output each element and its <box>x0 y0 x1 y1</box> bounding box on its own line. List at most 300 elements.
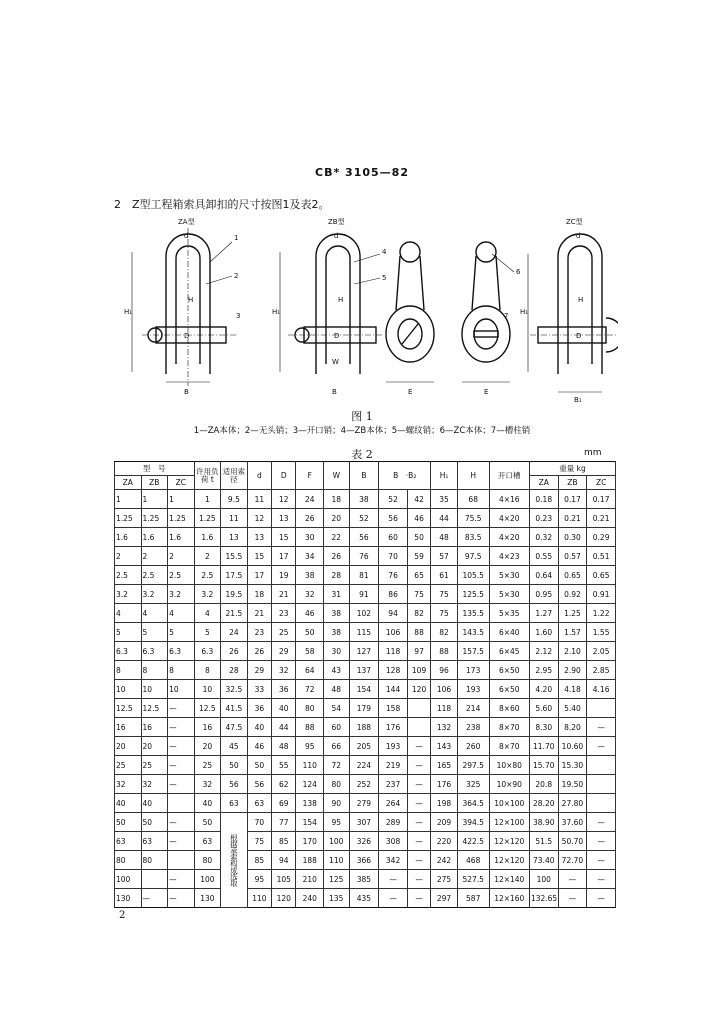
table-cell: 26 <box>247 642 271 661</box>
table-cell: 143 <box>431 737 458 756</box>
table-row <box>115 642 616 661</box>
table-cell: 43 <box>324 661 349 680</box>
table-cell: 0.65 <box>587 566 616 585</box>
table-cell: 224 <box>349 756 379 775</box>
table-cell: 10×80 <box>489 756 529 775</box>
header-model-zb: ZB <box>141 476 168 490</box>
table-cell: 65 <box>407 566 430 585</box>
table-cell <box>141 870 168 889</box>
table-cell: 138 <box>296 794 324 813</box>
table-cell: 2.05 <box>587 642 616 661</box>
table-cell: 94 <box>379 604 408 623</box>
zb-h1-label: H₁ <box>272 308 281 316</box>
table-cell: 46 <box>247 737 271 756</box>
table-cell: 73.40 <box>529 851 558 870</box>
table-cell: 137 <box>349 661 379 680</box>
table-cell: 95 <box>296 737 324 756</box>
zb-h-label: H <box>338 296 344 304</box>
table-cell: 34 <box>296 547 324 566</box>
table-cell: 3.2 <box>194 585 221 604</box>
figure-legend: 1—ZA本体；2—无头销；3—开口销；4—ZB本体；5—螺纹销；6—ZC本体；7—槽柱销 <box>193 426 531 436</box>
table-cell: 135 <box>324 889 349 908</box>
table-cell: 11 <box>221 509 248 528</box>
table-row <box>115 775 616 794</box>
table-cell: 38 <box>324 623 349 642</box>
za-small-d-label: d <box>184 232 189 240</box>
table-cell: 0.21 <box>587 509 616 528</box>
shackle-drawings-svg <box>118 214 618 404</box>
table-row <box>115 699 616 718</box>
table-cell: 238 <box>457 718 489 737</box>
table-cell: 193 <box>457 680 489 699</box>
table-cell: 5×30 <box>489 585 529 604</box>
table-cell: — <box>587 889 616 908</box>
table-cell: 125 <box>324 870 349 889</box>
table-cell: 2.5 <box>115 566 142 585</box>
table-cell: 1.57 <box>558 623 587 642</box>
table-cell: 47.5 <box>221 718 248 737</box>
table-cell: — <box>407 813 430 832</box>
table-cell: 5.60 <box>529 699 558 718</box>
zb-label: ZB型 <box>328 218 345 226</box>
table-cell: 8 <box>168 661 195 680</box>
table-cell: — <box>587 832 616 851</box>
table-cell: 20.8 <box>529 775 558 794</box>
table-cell: 0.32 <box>529 528 558 547</box>
table-cell: 118 <box>379 642 408 661</box>
table-cell: 144 <box>379 680 408 699</box>
table-cell: 110 <box>296 756 324 775</box>
table-cell: — <box>168 718 195 737</box>
table-cell: 1 <box>115 490 142 509</box>
table-cell: 52 <box>379 490 408 509</box>
za-b-label: B <box>184 388 189 396</box>
table-cell: 198 <box>431 794 458 813</box>
table-row <box>115 756 616 775</box>
table-cell: 10 <box>141 680 168 699</box>
table-cell: — <box>558 870 587 889</box>
table-cell: 23 <box>247 623 271 642</box>
table-cell: 9.5 <box>221 490 248 509</box>
table-cell: 12×140 <box>489 870 529 889</box>
callout-2: 2 <box>234 272 239 280</box>
table-cell: 2 <box>141 547 168 566</box>
table-cell: 62 <box>272 775 296 794</box>
table-cell: 25 <box>272 623 296 642</box>
table-cell: 307 <box>349 813 379 832</box>
table-cell: 10.60 <box>558 737 587 756</box>
table-cell: 100 <box>194 870 221 889</box>
table-cell <box>407 699 430 718</box>
table-cell: 20 <box>194 737 221 756</box>
table-cell: 24 <box>296 490 324 509</box>
table-cell: 82 <box>431 623 458 642</box>
table-cell: 124 <box>296 775 324 794</box>
table-cell: 81 <box>349 566 379 585</box>
table-cell: 35 <box>431 490 458 509</box>
table-cell: 1.25 <box>558 604 587 623</box>
header-d: d <box>247 462 271 490</box>
table-cell: 82 <box>407 604 430 623</box>
table-cell: 366 <box>349 851 379 870</box>
table-cell: 11 <box>247 490 271 509</box>
table-cell: 527.5 <box>457 870 489 889</box>
table-cell: 4 <box>194 604 221 623</box>
table-cell: 22 <box>324 528 349 547</box>
table-cell: 46 <box>296 604 324 623</box>
table-cell: — <box>379 870 408 889</box>
dimension-table <box>114 461 616 908</box>
table-cell: 15.70 <box>529 756 558 775</box>
table-cell: 10×100 <box>489 794 529 813</box>
table-cell: 289 <box>379 813 408 832</box>
table-cell: 8.20 <box>558 718 587 737</box>
header-weight-zc: ZC <box>587 476 616 490</box>
table-cell: — <box>168 813 195 832</box>
table-cell: 3.2 <box>168 585 195 604</box>
table-cell: — <box>587 813 616 832</box>
table-cell: 25 <box>141 756 168 775</box>
table-cell: 19 <box>272 566 296 585</box>
table-cell: 55 <box>272 756 296 775</box>
table-cell: 1.25 <box>141 509 168 528</box>
table-cell: 2 <box>168 547 195 566</box>
table-cell: — <box>587 851 616 870</box>
callout-6: 6 <box>516 268 521 276</box>
figure-1-drawings <box>118 214 618 404</box>
table-cell: — <box>407 794 430 813</box>
table-cell: 29 <box>272 642 296 661</box>
table-cell: 50 <box>407 528 430 547</box>
table-cell: 2.10 <box>558 642 587 661</box>
table-cell: 15.5 <box>221 547 248 566</box>
table-cell: 32 <box>141 775 168 794</box>
table-cell: 50 <box>221 756 248 775</box>
table-cell: 132 <box>431 718 458 737</box>
table-cell: 50 <box>247 756 271 775</box>
table-cell: 38 <box>296 566 324 585</box>
table-cell: 21.5 <box>221 604 248 623</box>
zc-h-label: H <box>578 296 584 304</box>
table-cell: 30 <box>324 642 349 661</box>
table-cell: 240 <box>296 889 324 908</box>
page-number: 2 <box>119 910 126 921</box>
table-cell: 56 <box>379 509 408 528</box>
table-cell: 4×23 <box>489 547 529 566</box>
zc-h1-label: H₁ <box>520 308 529 316</box>
table-cell: 10 <box>194 680 221 699</box>
table-cell: 32 <box>296 585 324 604</box>
table-cell: 4×20 <box>489 509 529 528</box>
table-cell: 4.16 <box>587 680 616 699</box>
table-cell: 1.55 <box>587 623 616 642</box>
table-cell: 63 <box>194 832 221 851</box>
table-cell: — <box>407 737 430 756</box>
table-cell: 308 <box>379 832 408 851</box>
table-cell: 15 <box>272 528 296 547</box>
table-row <box>115 547 616 566</box>
table-cell: 36 <box>272 680 296 699</box>
table-cell: 15.30 <box>558 756 587 775</box>
table-cell: 210 <box>296 870 324 889</box>
table-cell: 12.5 <box>194 699 221 718</box>
table-cell: 8 <box>141 661 168 680</box>
table-cell: — <box>407 832 430 851</box>
table-cell: 21 <box>247 604 271 623</box>
table-cell: 1.6 <box>141 528 168 547</box>
table-cell: 1 <box>168 490 195 509</box>
zb-b-label: B <box>332 388 337 396</box>
table-cell <box>587 699 616 718</box>
table-cell: 45 <box>221 737 248 756</box>
table-cell: 120 <box>272 889 296 908</box>
table-cell: 63 <box>141 832 168 851</box>
table-cell: 69 <box>272 794 296 813</box>
table-cell: 10 <box>168 680 195 699</box>
table-cell: 118 <box>431 699 458 718</box>
table-cell: 56 <box>221 775 248 794</box>
table-cell: 109 <box>407 661 430 680</box>
table-cell: 100 <box>115 870 142 889</box>
table-cell: 19.5 <box>221 585 248 604</box>
table-cell: 51.5 <box>529 832 558 851</box>
table-row <box>115 490 616 509</box>
table-cell: 157.5 <box>457 642 489 661</box>
table-cell: 394.5 <box>457 813 489 832</box>
zb-shackle-drawing <box>280 234 387 374</box>
table-cell: 105 <box>272 870 296 889</box>
table-cell: 1.6 <box>115 528 142 547</box>
table-cell: 63 <box>221 794 248 813</box>
table-cell: 1.60 <box>529 623 558 642</box>
table-cell: 28 <box>221 661 248 680</box>
table-cell: 30 <box>296 528 324 547</box>
table-cell: 28.20 <box>529 794 558 813</box>
table-cell: — <box>587 870 616 889</box>
table-cell <box>587 794 616 813</box>
table-cell: 38.90 <box>529 813 558 832</box>
table-cell: 4 <box>168 604 195 623</box>
table-row <box>115 509 616 528</box>
table-cell: 16 <box>141 718 168 737</box>
table-row <box>115 566 616 585</box>
table-cell: 100 <box>529 870 558 889</box>
table-cell: 1.22 <box>587 604 616 623</box>
table-cell: 13 <box>221 528 248 547</box>
table-cell: 8×60 <box>489 699 529 718</box>
table-cell: 28 <box>324 566 349 585</box>
za-h-label: H <box>188 296 194 304</box>
table-cell: 24 <box>221 623 248 642</box>
table-cell: 102 <box>349 604 379 623</box>
table-cell: 173 <box>457 661 489 680</box>
table-cell: 110 <box>324 851 349 870</box>
table-cell: 242 <box>431 851 458 870</box>
table-cell: 130 <box>115 889 142 908</box>
table-cell <box>168 794 195 813</box>
table-cell: 364.5 <box>457 794 489 813</box>
zb-d-label: D <box>334 332 340 340</box>
table-cell: 158 <box>379 699 408 718</box>
table-cell: 0.17 <box>587 490 616 509</box>
table-cell: 86 <box>379 585 408 604</box>
table-cell: 1.25 <box>194 509 221 528</box>
table-cell: 0.65 <box>558 566 587 585</box>
figure-title: 图 1 <box>351 410 373 423</box>
table-cell: 297 <box>431 889 458 908</box>
table-cell: 326 <box>349 832 379 851</box>
table-cell: 8 <box>115 661 142 680</box>
table-cell: 6.3 <box>141 642 168 661</box>
table-cell: — <box>407 756 430 775</box>
table-cell: — <box>407 889 430 908</box>
table-cell: 95 <box>247 870 271 889</box>
table-cell: 1.25 <box>168 509 195 528</box>
table-cell: 56 <box>247 775 271 794</box>
table-cell: 2.5 <box>141 566 168 585</box>
table-cell: 2.85 <box>587 661 616 680</box>
table-cell: 6×50 <box>489 680 529 699</box>
table-cell: 1.6 <box>168 528 195 547</box>
table-cell: 72 <box>296 680 324 699</box>
table-row <box>115 794 616 813</box>
table-cell: 40 <box>247 718 271 737</box>
zb-e-label: E <box>408 388 413 396</box>
table-cell: 97 <box>407 642 430 661</box>
section-text: 2 Z型工程箱索具卸扣的尺寸按图1及表2。 <box>114 198 330 211</box>
table-cell: 88 <box>407 623 430 642</box>
header-B: B <box>349 462 379 490</box>
table-cell: 32 <box>272 661 296 680</box>
header-model-za: ZA <box>115 476 142 490</box>
table-cell: 127 <box>349 642 379 661</box>
table-cell: 88 <box>431 642 458 661</box>
table-row <box>115 851 616 870</box>
table-cell: — <box>168 870 195 889</box>
table-cell: 12.5 <box>115 699 142 718</box>
table-cell: 80 <box>296 699 324 718</box>
table-cell: 0.57 <box>558 547 587 566</box>
table-cell: 12 <box>272 490 296 509</box>
table-cell: — <box>168 775 195 794</box>
table-cell: 68 <box>457 490 489 509</box>
table-cell: 48 <box>272 737 296 756</box>
table-cell: 85 <box>272 832 296 851</box>
table-cell: 179 <box>349 699 379 718</box>
table-cell: 0.55 <box>529 547 558 566</box>
table-cell: 88 <box>296 718 324 737</box>
table-cell: 8×70 <box>489 718 529 737</box>
table-cell: 4.20 <box>529 680 558 699</box>
table-cell: 20 <box>141 737 168 756</box>
table-cell: 6×45 <box>489 642 529 661</box>
table-cell: — <box>168 737 195 756</box>
dimension-table-container <box>114 461 616 908</box>
table-cell: — <box>168 699 195 718</box>
table-cell: 5 <box>115 623 142 642</box>
table-cell: 31 <box>324 585 349 604</box>
header-model-zc: ZC <box>168 476 195 490</box>
table-cell: 0.95 <box>529 585 558 604</box>
table-cell: 422.5 <box>457 832 489 851</box>
table-cell: 0.91 <box>587 585 616 604</box>
table-cell: 75.5 <box>457 509 489 528</box>
table-cell: 38 <box>349 490 379 509</box>
table-cell: 188 <box>349 718 379 737</box>
zb-side-view-drawing <box>386 242 434 382</box>
table-cell: 1.25 <box>115 509 142 528</box>
table-cell: 12.5 <box>141 699 168 718</box>
header-D: D <box>272 462 296 490</box>
table-cell: 40 <box>141 794 168 813</box>
table-cell: 2.90 <box>558 661 587 680</box>
table-cell: 70 <box>247 813 271 832</box>
table-cell: 94 <box>272 851 296 870</box>
table-cell: 50 <box>141 813 168 832</box>
table-cell: 1 <box>141 490 168 509</box>
table-cell: 64 <box>296 661 324 680</box>
za-d-label: D <box>184 332 190 340</box>
table-cell: 154 <box>296 813 324 832</box>
table-cell: 2 <box>194 547 221 566</box>
table-row <box>115 680 616 699</box>
table-cell: 59 <box>407 547 430 566</box>
table-cell <box>587 775 616 794</box>
table-cell: 5 <box>168 623 195 642</box>
header-W: W <box>324 462 349 490</box>
table-cell: 105.5 <box>457 566 489 585</box>
table-cell: 5 <box>141 623 168 642</box>
table-cell: 5 <box>194 623 221 642</box>
table-cell: 27.80 <box>558 794 587 813</box>
table-cell: 132.65 <box>529 889 558 908</box>
table-cell: 12×120 <box>489 851 529 870</box>
table-row <box>115 604 616 623</box>
zc-small-d-label: d <box>576 232 581 240</box>
table-cell: 48 <box>324 680 349 699</box>
header-slot: 开口槽 <box>489 462 529 490</box>
table-cell: 468 <box>457 851 489 870</box>
header-model: 型 号 <box>115 462 195 476</box>
rope-span-note: 根据承索构成选取 <box>221 813 248 908</box>
table-cell: 52 <box>349 509 379 528</box>
table-cell <box>407 718 430 737</box>
table-cell: 12×160 <box>489 889 529 908</box>
table-cell: 209 <box>431 813 458 832</box>
table-cell: 23 <box>272 604 296 623</box>
table-cell: 2.12 <box>529 642 558 661</box>
table-cell <box>168 851 195 870</box>
table-row <box>115 813 616 832</box>
table-cell: 275 <box>431 870 458 889</box>
table-cell: — <box>587 718 616 737</box>
table-cell: 18 <box>324 490 349 509</box>
table-cell: 80 <box>115 851 142 870</box>
table-cell: 0.92 <box>558 585 587 604</box>
table-cell: 154 <box>349 680 379 699</box>
table-cell: — <box>407 870 430 889</box>
table-cell: 40 <box>272 699 296 718</box>
za-h1-label: H₁ <box>124 308 133 316</box>
table-row <box>115 528 616 547</box>
table-cell: 106 <box>379 623 408 642</box>
table-cell: 0.17 <box>558 490 587 509</box>
table-cell: 83.5 <box>457 528 489 547</box>
table-row <box>115 870 616 889</box>
table-cell: 120 <box>407 680 430 699</box>
table-cell: 325 <box>457 775 489 794</box>
zc-shackle-drawing <box>528 234 618 392</box>
